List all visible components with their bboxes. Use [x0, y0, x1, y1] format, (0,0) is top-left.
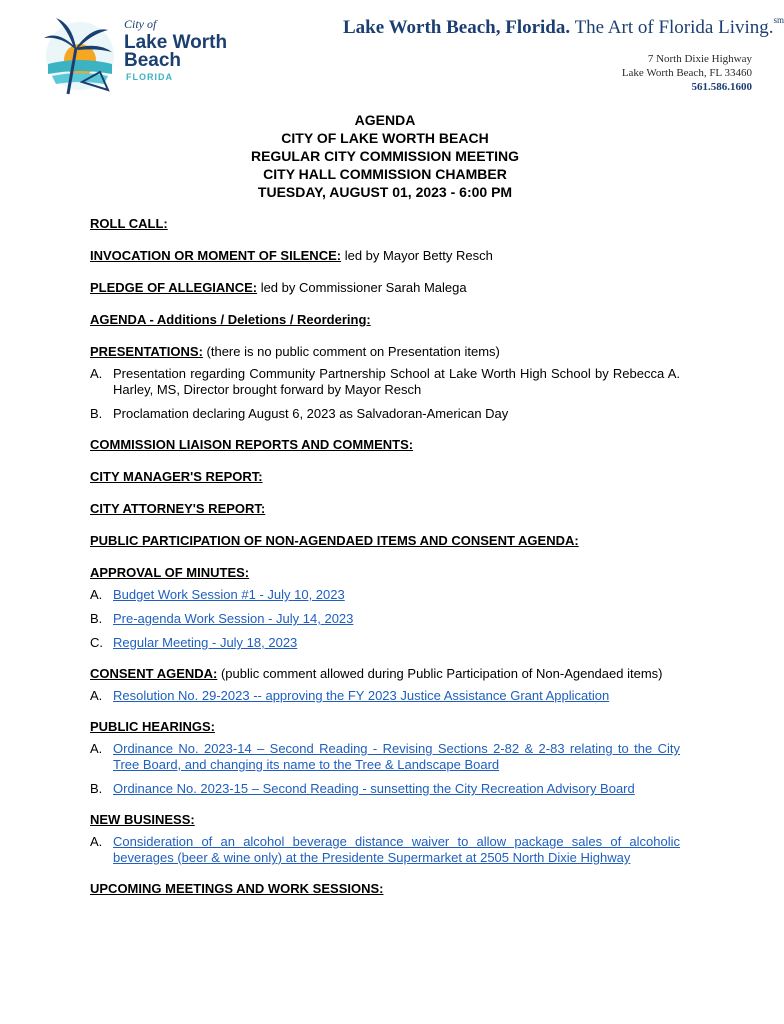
minutes-heading: APPROVAL OF MINUTES: [90, 565, 250, 580]
title-line-2: CITY OF LAKE WORTH BEACH [281, 130, 489, 146]
hearing-link-ordinance-2023-15[interactable]: Ordinance No. 2023-15 – Second Reading - sunsetting the City Recreation Advisory Board [113, 781, 635, 796]
agenda-changes-section [90, 312, 680, 328]
new-business-section [90, 812, 680, 866]
minutes-link-regular-meeting[interactable]: Regular Meeting - July 18, 2023 [113, 635, 298, 650]
public-participation-section [90, 533, 680, 549]
minutes-link-pre-agenda-work-session[interactable]: Pre-agenda Work Session - July 14, 2023 [113, 611, 354, 626]
consent-heading: CONSENT AGENDA: [90, 666, 218, 681]
new-business-heading: NEW BUSINESS: [90, 812, 195, 827]
pledge-section [90, 280, 680, 296]
list-item [90, 611, 680, 627]
list-item [90, 834, 680, 866]
invocation-heading: INVOCATION OR MOMENT OF SILENCE: [90, 248, 342, 263]
address-line-1: 7 North Dixie Highway [647, 53, 752, 65]
item-letter: B. [90, 611, 103, 626]
list-item [90, 406, 680, 422]
item-letter: B. [90, 781, 103, 796]
hearing-link-ordinance-2023-14[interactable]: Ordinance No. 2023-14 – Second Reading - Revising Sections 2-82 & 2-83 relating to the City Tree Board, and changing its name to the Tree & Landscape Board [113, 741, 680, 772]
manager-report-heading: CITY MANAGER'S REPORT: [90, 469, 263, 484]
attorney-report-heading: CITY ATTORNEY'S REPORT: [90, 501, 266, 516]
upcoming-heading: UPCOMING MEETINGS AND WORK SESSIONS: [90, 881, 384, 896]
attorney-section [90, 501, 680, 517]
title-line-5: TUESDAY, AUGUST 01, 2023 - 6:00 PM [257, 184, 513, 200]
title-line-1: AGENDA [354, 112, 416, 128]
agenda-title [0, 111, 770, 201]
roll-call-section [90, 216, 680, 232]
manager-section [90, 469, 680, 485]
logo-text-city-of: City of [124, 17, 157, 31]
logo-text-beach: Beach [124, 50, 182, 71]
agenda-body [90, 216, 680, 913]
presentations-note: (there is no public comment on Presentation items) [202, 344, 500, 359]
item-letter: A. [90, 366, 103, 381]
tagline-bold: Lake Worth Beach, Florida. [343, 17, 571, 38]
minutes-link-budget-work-session[interactable]: Budget Work Session #1 - July 10, 2023 [113, 587, 345, 602]
presentations-section [90, 344, 680, 422]
logo-text-florida: FLORIDA [126, 72, 173, 82]
item-letter: A. [90, 741, 103, 756]
title-line-3: REGULAR CITY COMMISSION MEETING [250, 148, 520, 164]
hearings-heading: PUBLIC HEARINGS: [90, 719, 215, 734]
liaison-heading: COMMISSION LIAISON REPORTS AND COMMENTS: [90, 437, 414, 452]
item-letter: A. [90, 688, 103, 703]
upcoming-section [90, 881, 680, 897]
roll-call-heading: ROLL CALL: [90, 216, 168, 231]
invocation-text: led by Mayor Betty Resch [341, 248, 493, 263]
list-item [90, 781, 680, 797]
consent-section [90, 666, 680, 704]
title-line-4: CITY HALL COMMISSION CHAMBER [263, 166, 507, 182]
agenda-changes-heading: AGENDA - Additions / Deletions / Reordering: [90, 312, 371, 327]
address-block [622, 52, 752, 94]
list-item [90, 688, 680, 704]
list-item [90, 587, 680, 603]
list-item [90, 741, 680, 773]
liaison-section [90, 437, 680, 453]
list-item [90, 635, 680, 651]
tagline-service-mark: sm [773, 15, 784, 25]
pledge-text: led by Commissioner Sarah Malega [257, 280, 467, 295]
tagline-rest: The Art of Florida Living. [574, 17, 774, 38]
address-line-2: Lake Worth Beach, FL 33460 [621, 67, 752, 79]
tagline [343, 17, 784, 39]
consent-link-resolution[interactable]: Resolution No. 29-2023 -- approving the FY 2023 Justice Assistance Grant Application [113, 688, 610, 703]
item-letter: A. [90, 587, 103, 602]
public-participation-heading: PUBLIC PARTICIPATION OF NON-AGENDAED ITEMS AND CONSENT AGENDA: [90, 533, 579, 548]
phone-number: 561.586.1600 [691, 81, 752, 93]
pledge-heading: PLEDGE OF ALLEGIANCE: [90, 280, 258, 295]
item-letter: C. [90, 635, 103, 650]
new-business-link-alcohol-waiver[interactable]: Consideration of an alcohol beverage distance waiver to allow package sales of alcoholic beverages (beer & wine only) at the Presidente Supermarket at 2505 North Dixie Highway [113, 834, 680, 865]
consent-note: (public comment allowed during Public Participation of Non-Agendaed items) [217, 666, 663, 681]
minutes-section [90, 565, 680, 651]
hearings-section [90, 719, 680, 797]
list-item [90, 366, 680, 398]
item-text: Proclamation declaring August 6, 2023 as Salvadoran-American Day [113, 406, 509, 421]
city-logo [38, 8, 228, 98]
item-letter: B. [90, 406, 103, 421]
logo-text-lake-worth: Lake Worth [124, 32, 228, 53]
presentations-heading: PRESENTATIONS: [90, 344, 203, 359]
item-letter: A. [90, 834, 103, 849]
invocation-section [90, 248, 680, 264]
item-text: Presentation regarding Community Partnership School at Lake Worth High School by Rebecca A. Harley, MS, Director brought forward by Mayor Resch [113, 366, 680, 397]
